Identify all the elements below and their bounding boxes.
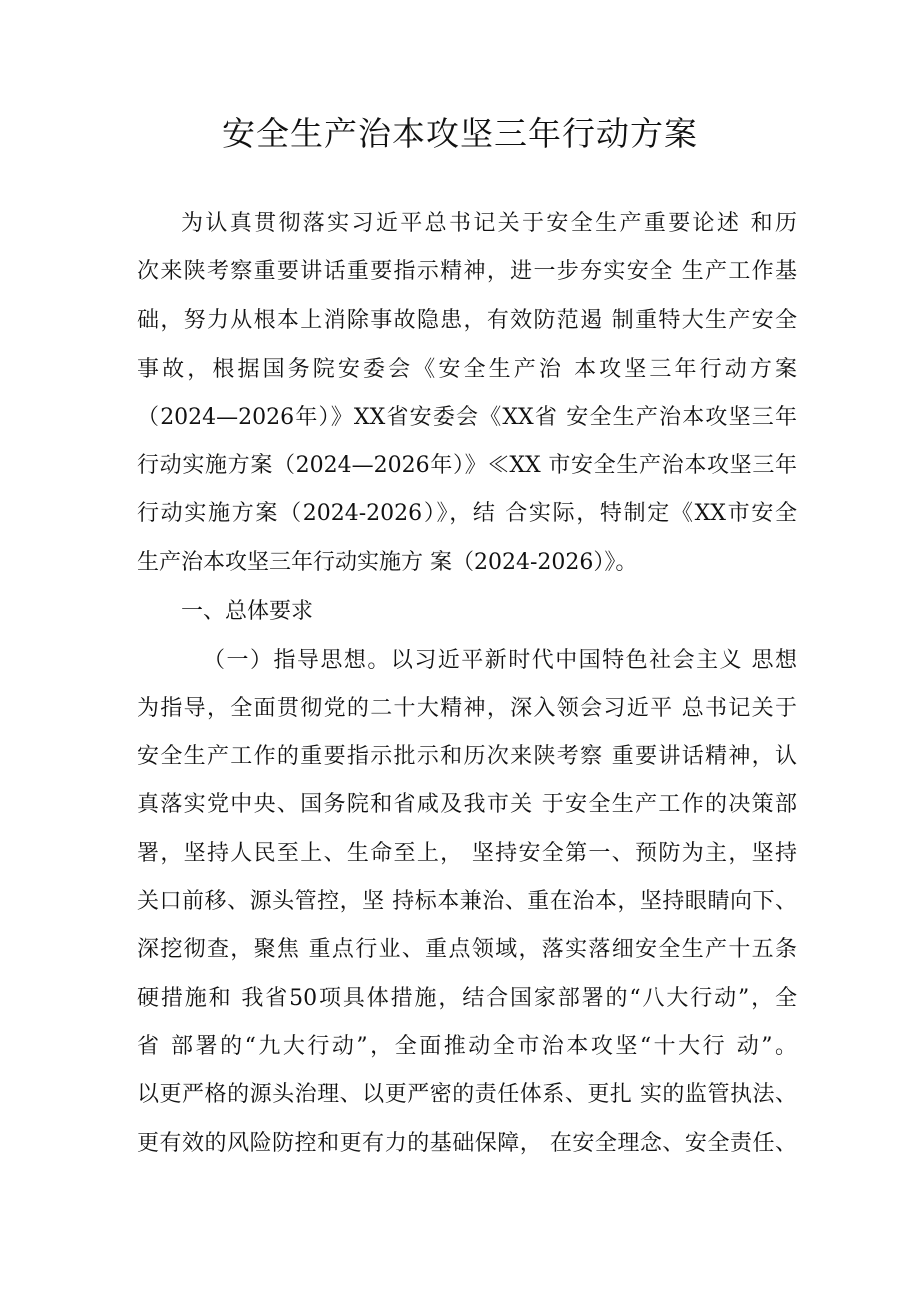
paragraph-line: 深挖彻查，聚焦 重点行业、重点领域，落实落细安全生产十五条 bbox=[137, 937, 797, 962]
paragraph-line: 署，坚持人民至上、生命至上， 坚持安全第一、预防为主，坚持 bbox=[137, 841, 797, 866]
paragraph-line: 生产治本攻坚三年行动实施方 案（2024-2026）》。 bbox=[137, 550, 638, 575]
paragraph-line: 次来陕考察重要讲话重要指示精神，进一步夯实安全 生产工作基 bbox=[137, 259, 797, 284]
paragraph-line: 硬措施和 我省50项具体措施，结合国家部署的“八大行动”，全 bbox=[137, 986, 797, 1011]
section-heading: 一、总体要求 bbox=[181, 599, 314, 624]
paragraph-line: 行动实施方案（2024—2026年）》≪XX 市安全生产治本攻坚三年 bbox=[137, 453, 797, 478]
paragraph-line: （2024—2026年）》XX省安委会《XX省 安全生产治本攻坚三年 bbox=[137, 405, 797, 430]
paragraph-line: （一）指导思想。以习近平新时代中国特色社会主义 思想 bbox=[203, 648, 797, 673]
paragraph-line: 真落实党中央、国务院和省咸及我市关 于安全生产工作的决策部 bbox=[137, 792, 797, 817]
paragraph-line: 事故，根据国务院安委会《安全生产治 本攻坚三年行动方案 bbox=[137, 357, 797, 382]
document-title: 安全生产治本攻坚三年行动方案 bbox=[222, 114, 698, 153]
paragraph-line: 为认真贯彻落实习近平总书记关于安全生产重要论述 和历 bbox=[181, 211, 797, 236]
paragraph-line: 行动实施方案（2024-2026）》，结 合实际，特制定《XX市安全 bbox=[137, 501, 797, 526]
paragraph-line: 为指导，全面贯彻党的二十大精神，深入领会习近平 总书记关于 bbox=[137, 696, 797, 721]
paragraph-line: 础，努力从根本上消除事故隐患，有效防范遏 制重特大生产安全 bbox=[137, 308, 797, 333]
paragraph-line: 省 部署的“九大行动”，全面推动全市治本攻坚“十大行 动”。 bbox=[137, 1034, 797, 1059]
paragraph-line: 以更严格的源头治理、以更严密的责任体系、更扎 实的监管执法、 bbox=[137, 1082, 797, 1107]
paragraph-line: 关口前移、源头管控，坚 持标本兼治、重在治本，坚持眼睛向下、 bbox=[137, 889, 797, 914]
paragraph-line: 更有效的风险防控和更有力的基础保障， 在安全理念、安全责任、 bbox=[137, 1131, 797, 1156]
paragraph-line: 安全生产工作的重要指示批示和历次来陕考察 重要讲话精神，认 bbox=[137, 744, 797, 769]
